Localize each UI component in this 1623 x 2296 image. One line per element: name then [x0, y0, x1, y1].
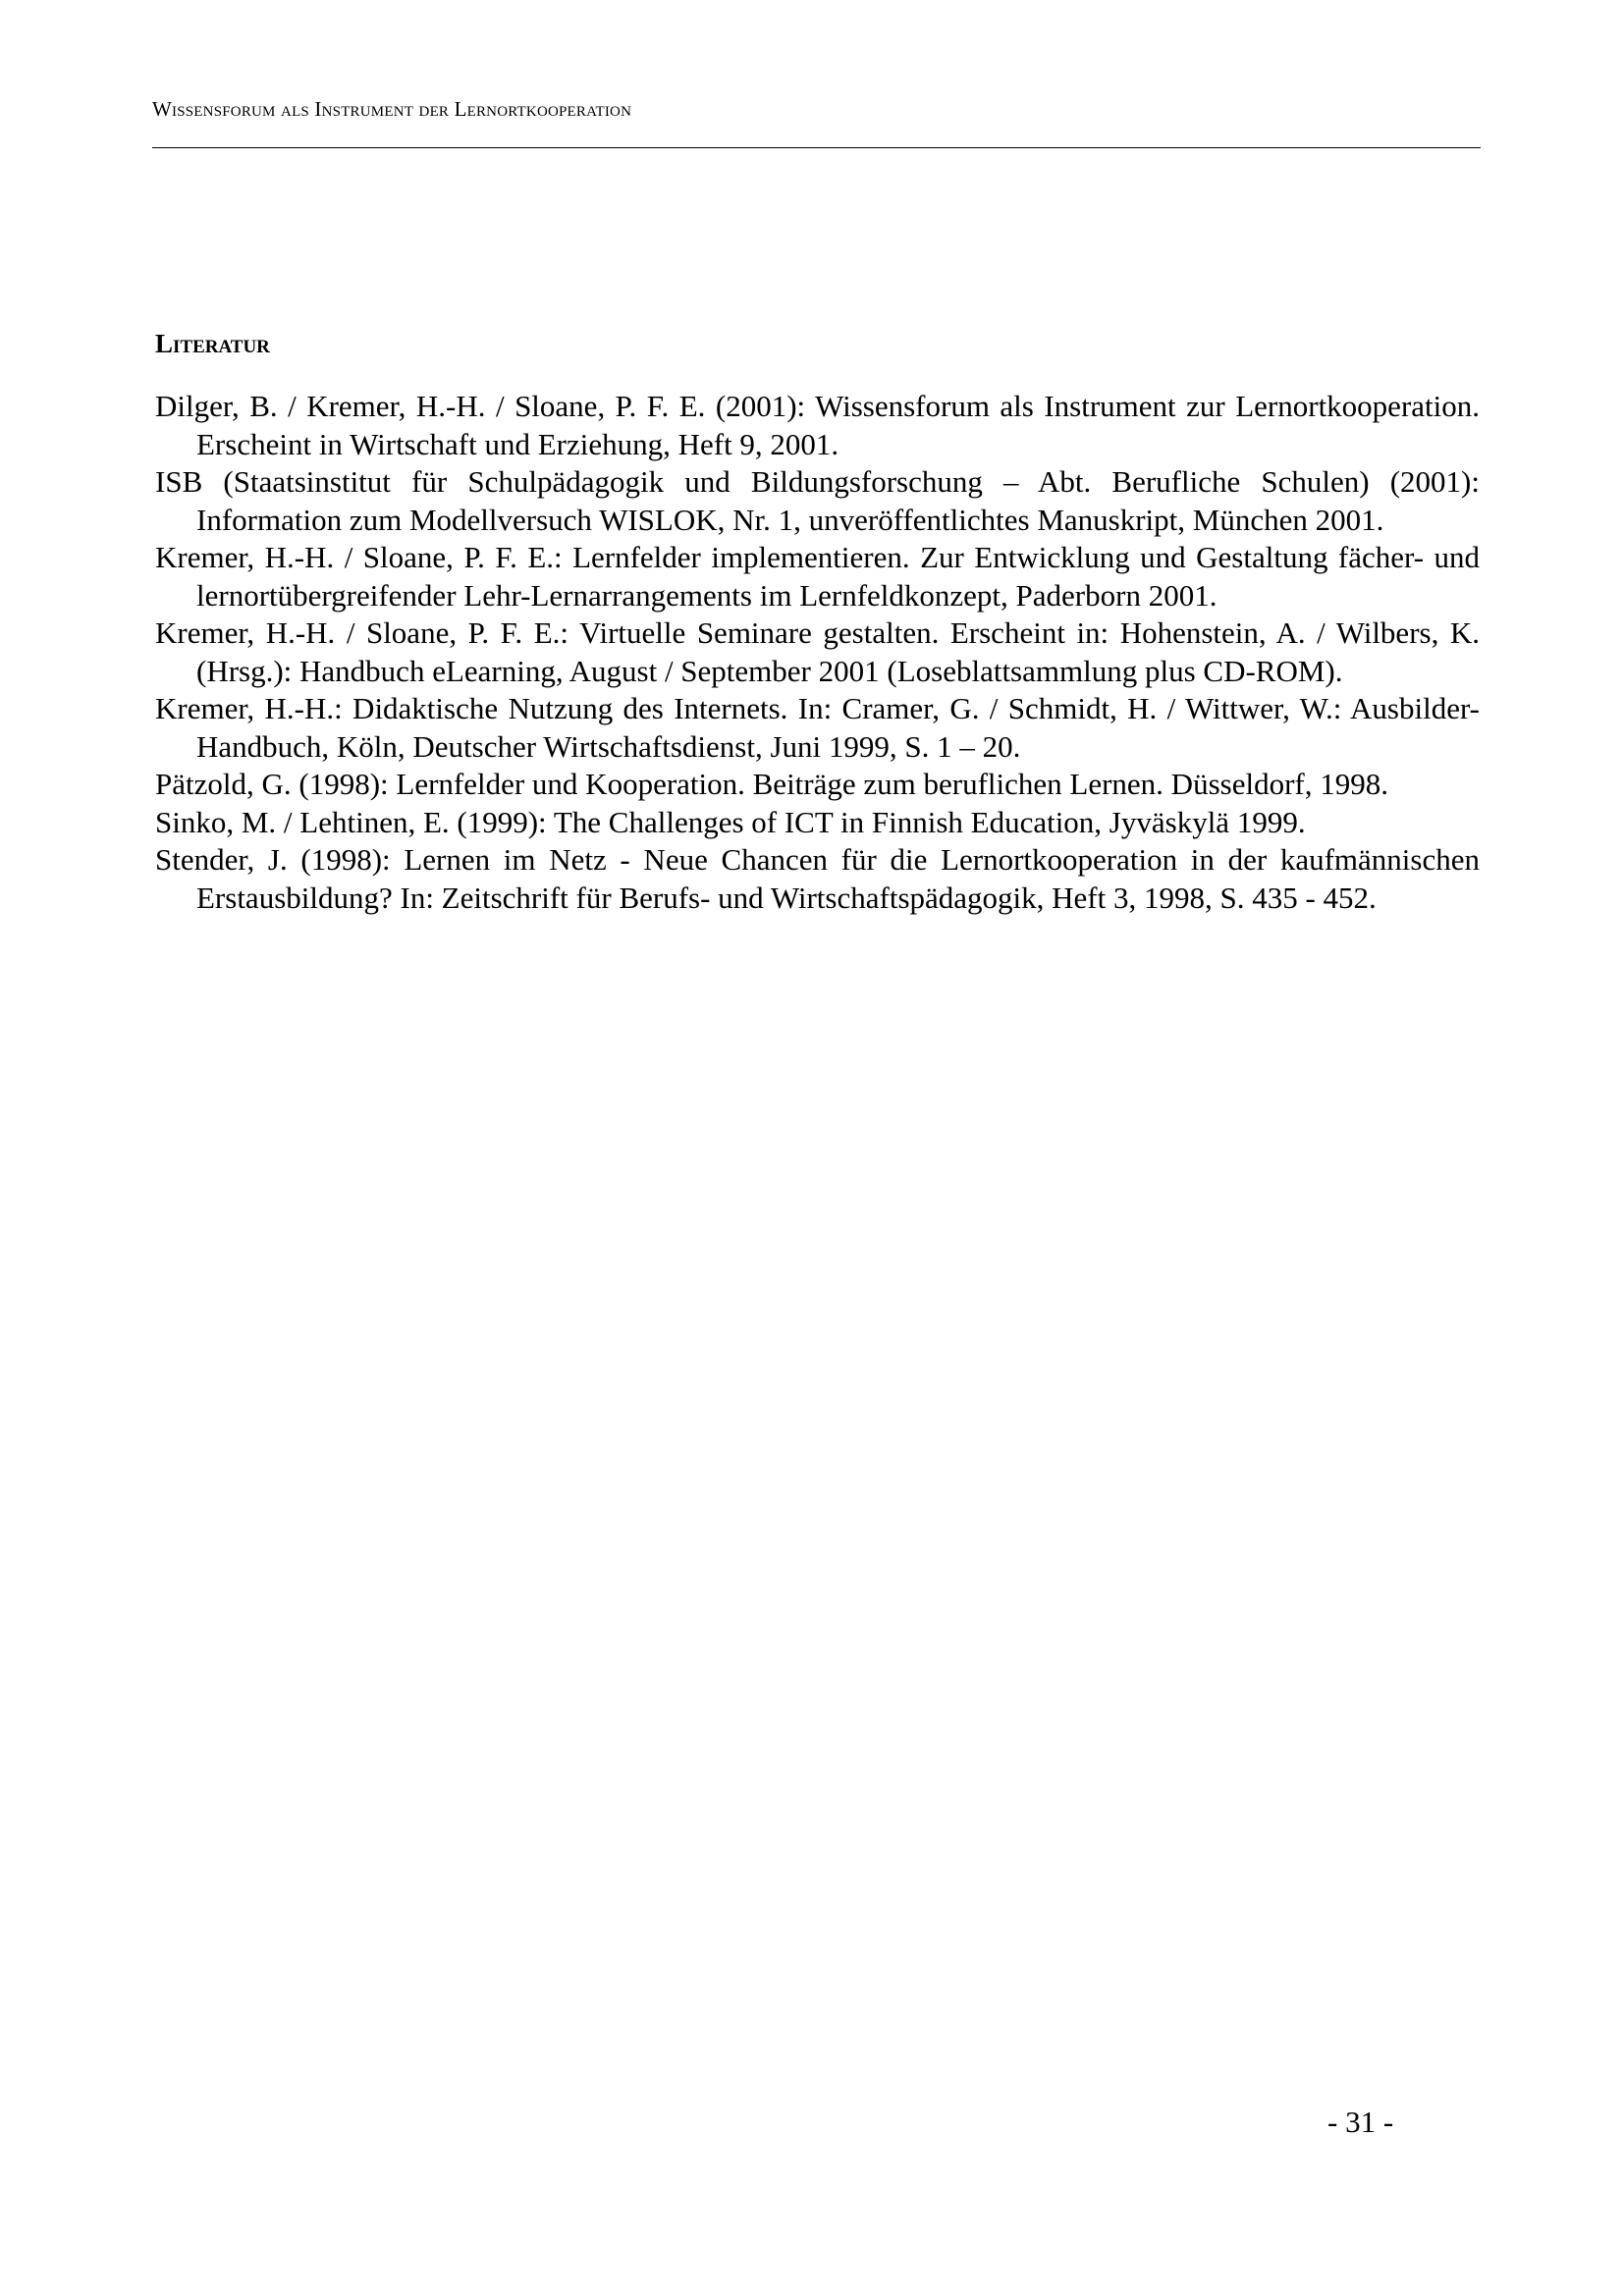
reference-list [155, 388, 1480, 917]
reference-stender-1998: Stender, J. (1998): Lernen im Netz - Neue Chancen für die Lernortkooperation in der kaufmännischen Erstausbildung? In: Zeitschrift für Berufs- und Wirtschaftspädagogik, Heft 3, 1998, S. 435 - 452. [155, 842, 1480, 915]
reference-kremer-sloane-seminare: Kremer, H.-H. / Sloane, P. F. E.: Virtuelle Seminare gestalten. Erscheint in: Hohenstein, A. / Wilbers, K. (Hrsg.): Handbuch eLearning, August / September 2001 (Loseblattsammlung plus CD-ROM). [155, 615, 1480, 688]
reference-kremer-internet: Kremer, H.-H.: Didaktische Nutzung des Internets. In: Cramer, G. / Schmidt, H. / Wittwer, W.: Ausbilder-Handbuch, Köln, Deutscher Wirtschaftsdienst, Juni 1999, S. 1 – 20. [155, 691, 1480, 764]
section-heading: Literatur [155, 329, 270, 358]
reference-isb-2001: ISB (Staatsinstitut für Schulpädagogik und Bildungsforschung – Abt. Berufliche Schulen) (2001): Information zum Modellversuch WISLOK, Nr. 1, unveröffentlichtes Manuskript, München 2001. [155, 464, 1480, 537]
page-number: - 31 - [1327, 2105, 1394, 2139]
header-rule [152, 147, 1481, 148]
reference-dilger-2001: Dilger, B. / Kremer, H.-H. / Sloane, P. F. E. (2001): Wissensforum als Instrument zur Lernortkooperation. Erscheint in Wirtschaft und Erziehung, Heft 9, 2001. [155, 389, 1480, 461]
reference-paetzold-1998: Pätzold, G. (1998): Lernfelder und Kooperation. Beiträge zum beruflichen Lernen. Düsseldorf, 1998. [155, 767, 1388, 801]
running-header: Wissensforum als Instrument der Lernortkooperation [152, 97, 632, 121]
reference-sinko-lehtinen-1999: Sinko, M. / Lehtinen, E. (1999): The Challenges of ICT in Finnish Education, Jyväskylä 1999. [155, 804, 1306, 839]
reference-kremer-sloane-lernfelder: Kremer, H.-H. / Sloane, P. F. E.: Lernfelder implementieren. Zur Entwicklung und Gestaltung fächer- und lernortübergreifender Lehr-Lernarrangements im Lernfeldkonzept, Paderborn 2001. [155, 540, 1480, 613]
